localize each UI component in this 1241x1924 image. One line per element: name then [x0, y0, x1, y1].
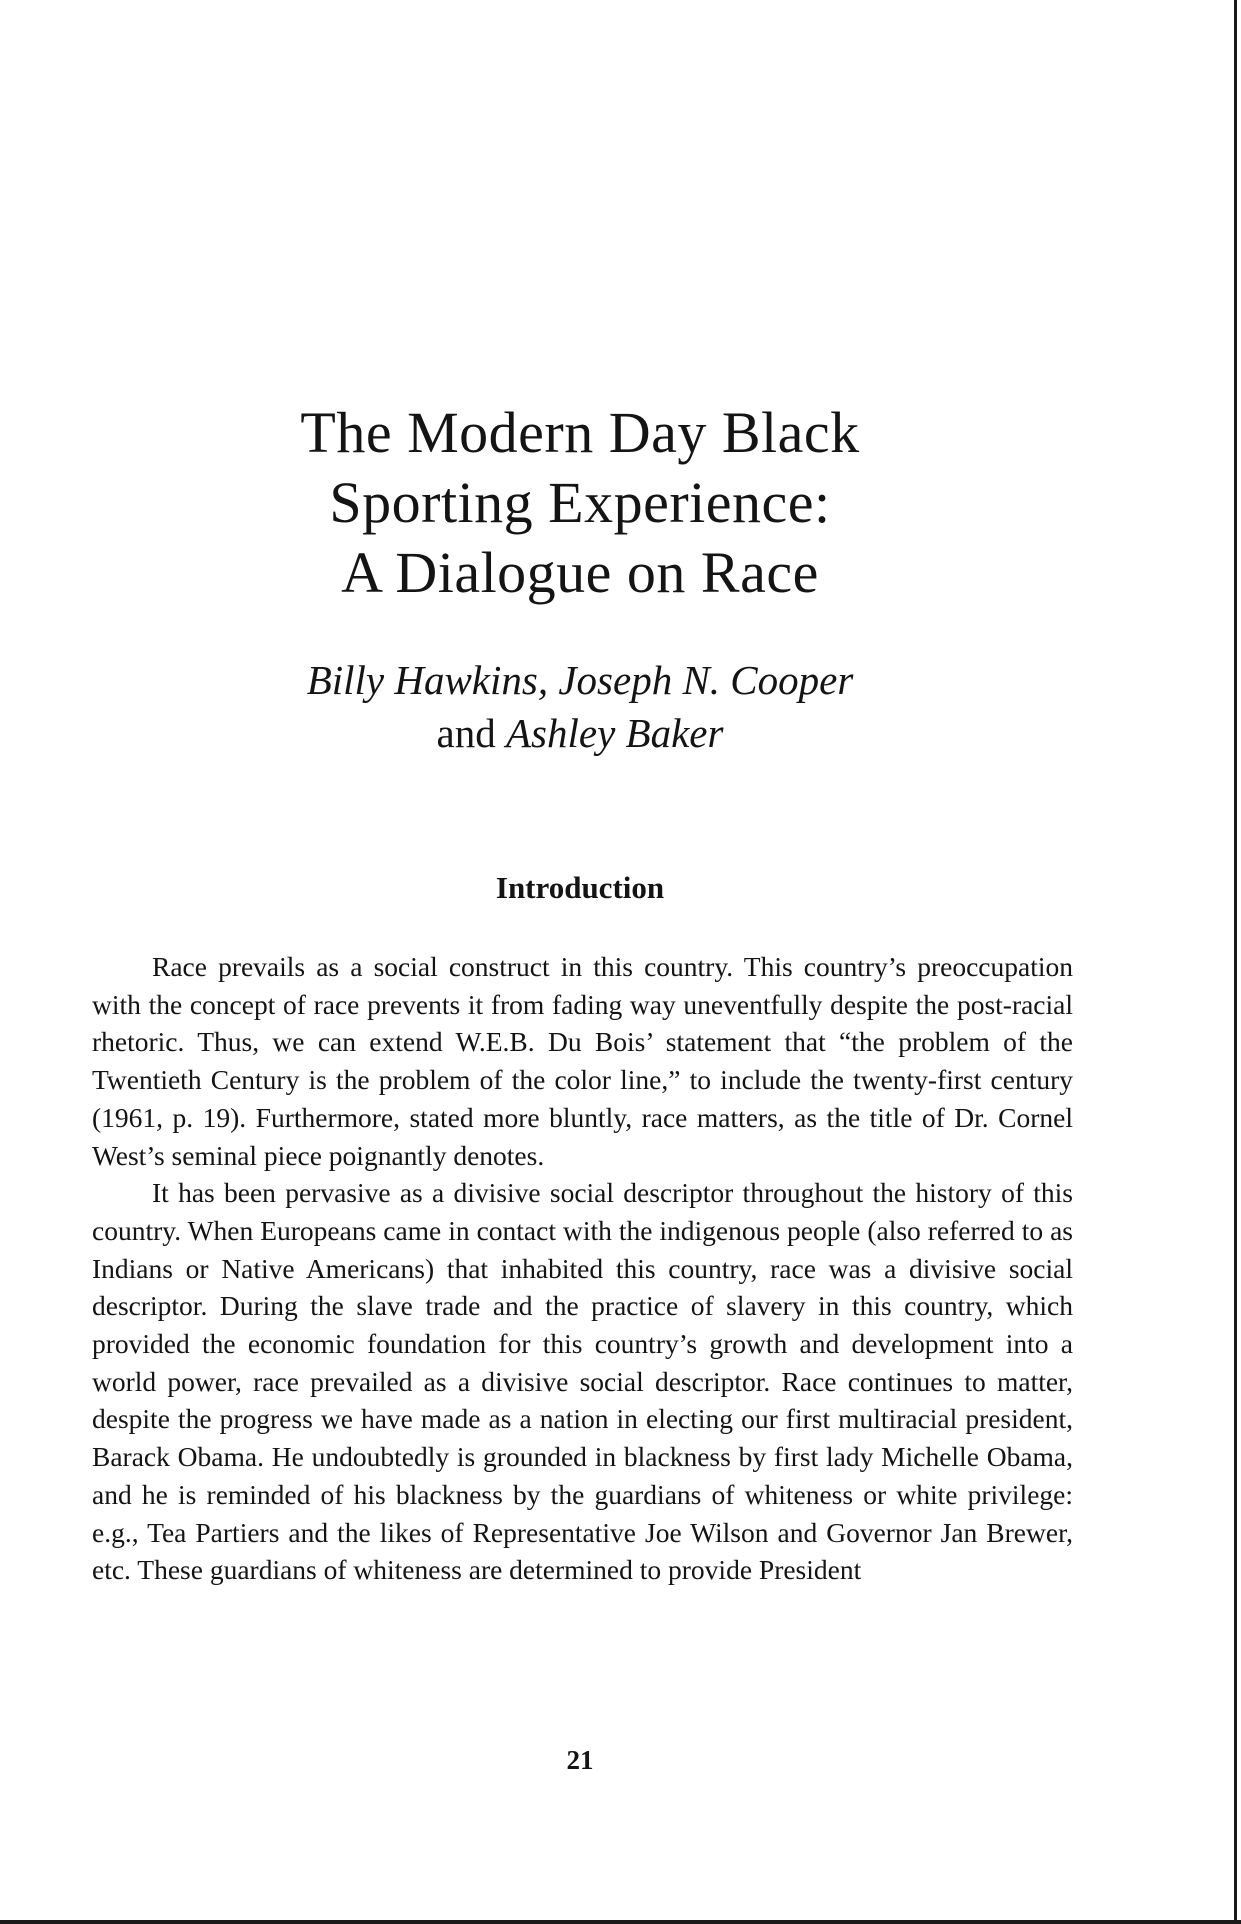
paragraph-2: It has been pervasive as a divisive social descriptor throughout the history of this country. When Europeans came in contact with the indigenous people (also referred to as Indians or Native Americans) that inhabited this country, race was a divisive social descriptor. During the slave trade and the practice of slavery in this country, which provided the economic foundation for this country’s growth and development into a world power, race prevailed as a divisive social descriptor. Race continues to matter, despite the progress we have made as a nation in electing our first multiracial president, Barack Obama. He undoubtedly is grounded in blackness by first lady Michelle Obama, and he is reminded of his blackness by the guardians of whiteness or white privilege: e.g., Tea Partiers and the likes of Representative Joe Wilson and Governor Jan Brewer, etc. These guardians of whiteness are determined to provide President: [92, 1177, 1073, 1586]
section-heading: Introduction: [495, 870, 665, 905]
title-line-3: A Dialogue on Race: [341, 540, 819, 605]
page-number: 21: [566, 1745, 594, 1775]
author-byline: [0, 654, 1160, 760]
body-text: [92, 948, 1073, 1589]
author-conjunction: and: [436, 710, 496, 756]
author-line-2: [0, 707, 1160, 760]
page-edge-right: [1234, 0, 1237, 1924]
title-line-1: The Modern Day Black: [300, 400, 860, 465]
author-names: Billy Hawkins, Joseph N. Cooper: [306, 657, 854, 703]
chapter-title: [0, 398, 1160, 608]
paragraph-1: Race prevails as a social construct in this country. This country’s preoccupation with the concept of race prevents it from fading way uneventfully despite the post-racial rhetoric. Thus, we can extend W.E.B. Du Bois’ statement that “the problem of the Twentieth Century is the problem of the color line,” to include the twenty-first century (1961, p. 19). Furthermore, stated more bluntly, race matters, as the title of Dr. Cornel West’s seminal piece poignantly denotes.: [92, 951, 1073, 1171]
title-line-2: Sporting Experience:: [329, 470, 831, 535]
author-line-1: [0, 654, 1160, 707]
author-name-last: Ashley Baker: [506, 710, 724, 756]
page-edge-bottom: [0, 1920, 1241, 1924]
